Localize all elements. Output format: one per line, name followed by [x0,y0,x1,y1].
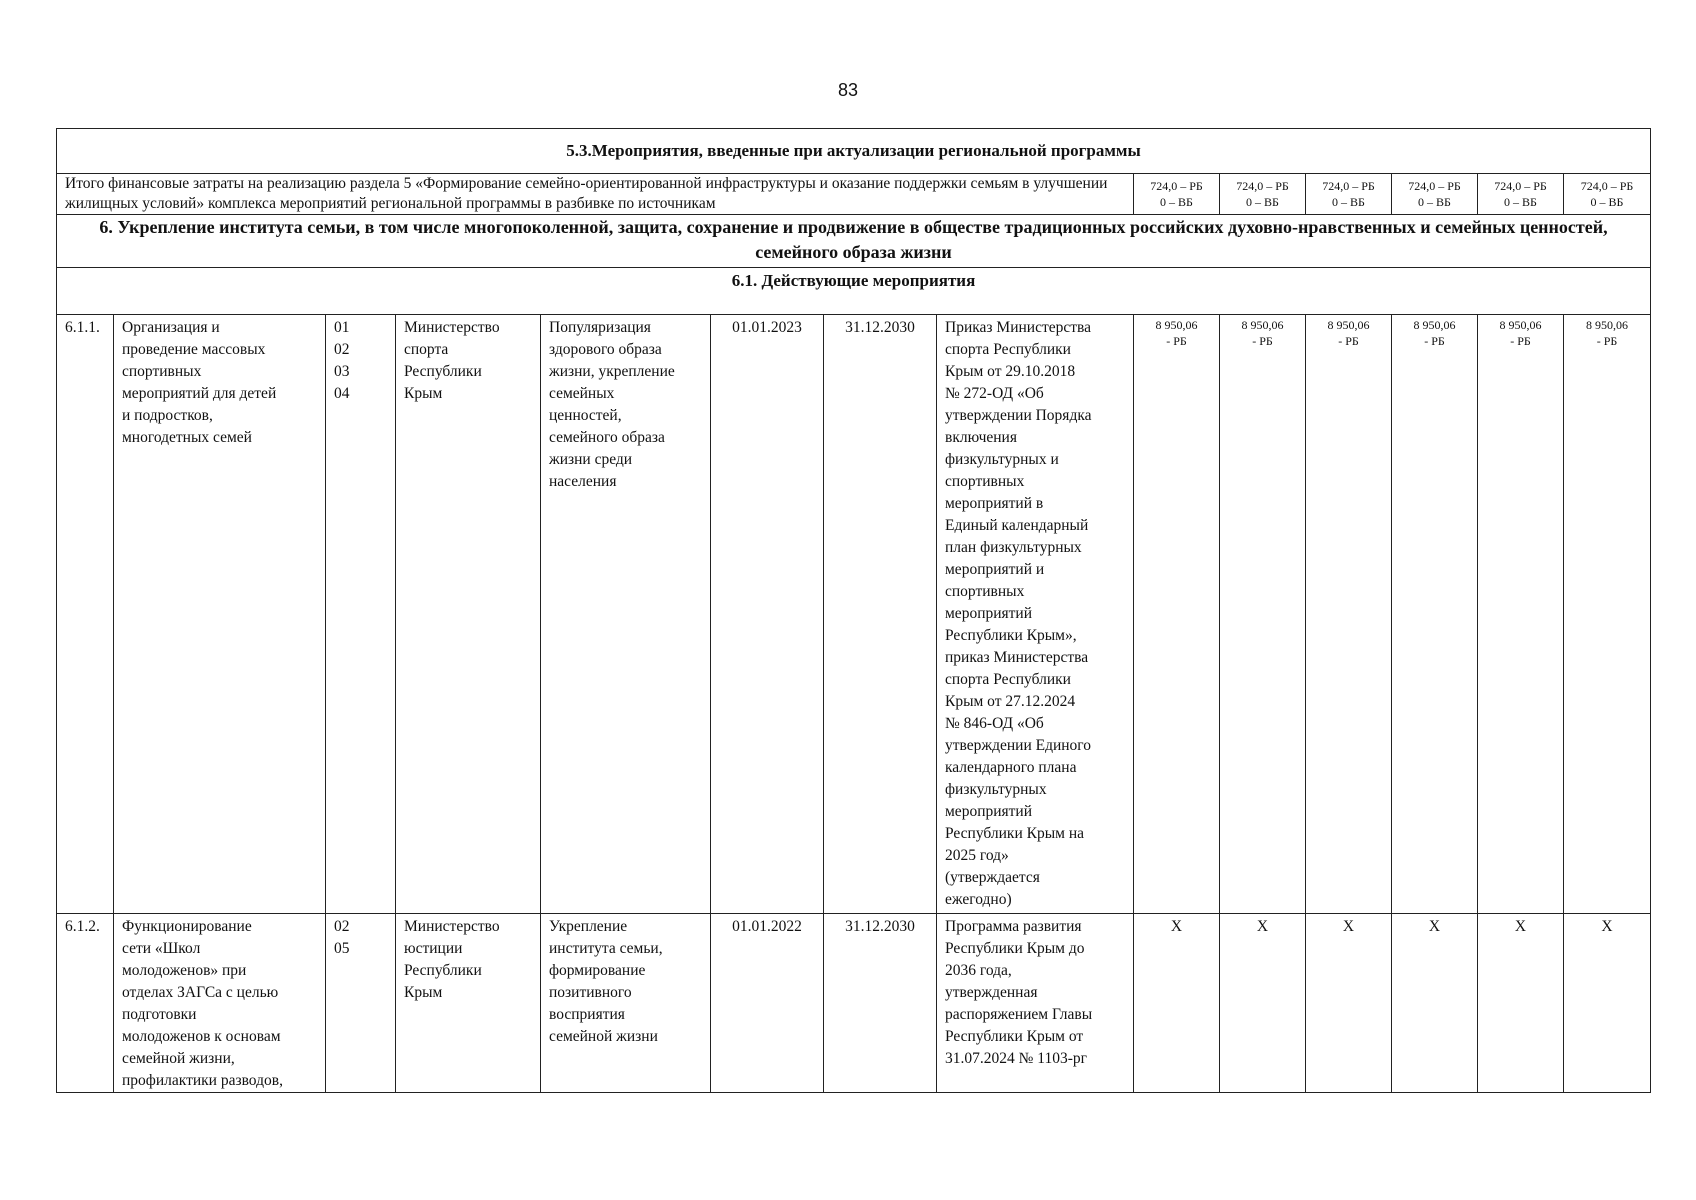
expected-result: Популяризация здорового образа жизни, укрепление семейных ценностей, семейного образа жизни среди населения [541,315,711,914]
start-date: 01.01.2023 [711,315,824,914]
program-table [56,128,1651,1093]
task-codes: 01 02 03 04 [326,315,396,914]
amount-cell: Х [1306,914,1392,1093]
table-row [57,914,1651,1093]
amount-cell: Х [1392,914,1478,1093]
end-date: 31.12.2030 [824,315,937,914]
legal-basis: Программа развития Республики Крым до 2036 года, утвержденная распоряжением Главы Республики Крым от 31.07.2024 № 1103-рг [937,914,1134,1093]
amount-cell: 8 950,06 - РБ [1478,315,1564,914]
section-header-row [57,268,1651,315]
amount-cell: 8 950,06 - РБ [1306,315,1392,914]
page-number: 83 [837,80,859,100]
total-amount-cell: 724,0 – РБ 0 – ВБ [1564,174,1651,215]
activity-name: Организация и проведение массовых спортивных мероприятий для детей и подростков, многодетных семей [114,315,326,914]
amount-cell: Х [1220,914,1306,1093]
activity-name: Функционирование сети «Школ молодоженов» при отделах ЗАГСа с целью подготовки молодоженов к основам семейной жизни, профилактики разводов, [114,914,326,1093]
amount-cell: Х [1134,914,1220,1093]
total-amount-cell: 724,0 – РБ 0 – ВБ [1478,174,1564,215]
amount-cell: Х [1564,914,1651,1093]
total-amount-cell: 724,0 – РБ 0 – ВБ [1306,174,1392,215]
row-number: 6.1.1. [57,315,114,914]
amount-cell: 8 950,06 - РБ [1220,315,1306,914]
section-header-row [57,215,1651,268]
executor: Министерство спорта Республики Крым [396,315,541,914]
expected-result: Укрепление института семьи, формирование позитивного восприятия семейной жизни [541,914,711,1093]
section-6-1-title: 6.1. Действующие мероприятия [57,268,1651,315]
total-amount-cell: 724,0 – РБ 0 – ВБ [1392,174,1478,215]
amount-cell: 8 950,06 - РБ [1134,315,1220,914]
amount-cell: 8 950,06 - РБ [1564,315,1651,914]
total-amount-cell: 724,0 – РБ 0 – ВБ [1220,174,1306,215]
section-6-title: 6. Укрепление института семьи, в том числе многопоколенной, защита, сохранение и продвижение в обществе традиционных российских духовно-нравственных и семейных ценностей, семейного образа жизни [57,215,1651,268]
task-codes: 02 05 [326,914,396,1093]
table-row [57,315,1651,914]
end-date: 31.12.2030 [824,914,937,1093]
section-header-row [57,129,1651,174]
section-5-3-title: 5.3.Мероприятия, введенные при актуализации региональной программы [57,129,1651,174]
amount-cell: 8 950,06 - РБ [1392,315,1478,914]
amount-cell: Х [1478,914,1564,1093]
total-financing-label: Итого финансовые затраты на реализацию раздела 5 «Формирование семейно-ориентированной инфраструктуры и оказание поддержки семьям в улучшении жилищных условий» комплекса мероприятий региональной программы в разбивке по источникам [57,174,1134,215]
start-date: 01.01.2022 [711,914,824,1093]
total-amount-cell: 724,0 – РБ 0 – ВБ [1134,174,1220,215]
legal-basis: Приказ Министерства спорта Республики Крым от 29.10.2018 № 272-ОД «Об утверждении Порядка включения физкультурных и спортивных мероприятий в Единый календарный план физкультурных мероприятий и спортивных мероприятий Республики Крым», приказ Министерства спорта Республики Крым от 27.12.2024 № 846-ОД «Об утверждении Единого календарного плана физкультурных мероприятий Республики Крым на 2025 год» (утверждается ежегодно) [937,315,1134,914]
row-number: 6.1.2. [57,914,114,1093]
executor: Министерство юстиции Республики Крым [396,914,541,1093]
total-financing-row [57,174,1651,215]
